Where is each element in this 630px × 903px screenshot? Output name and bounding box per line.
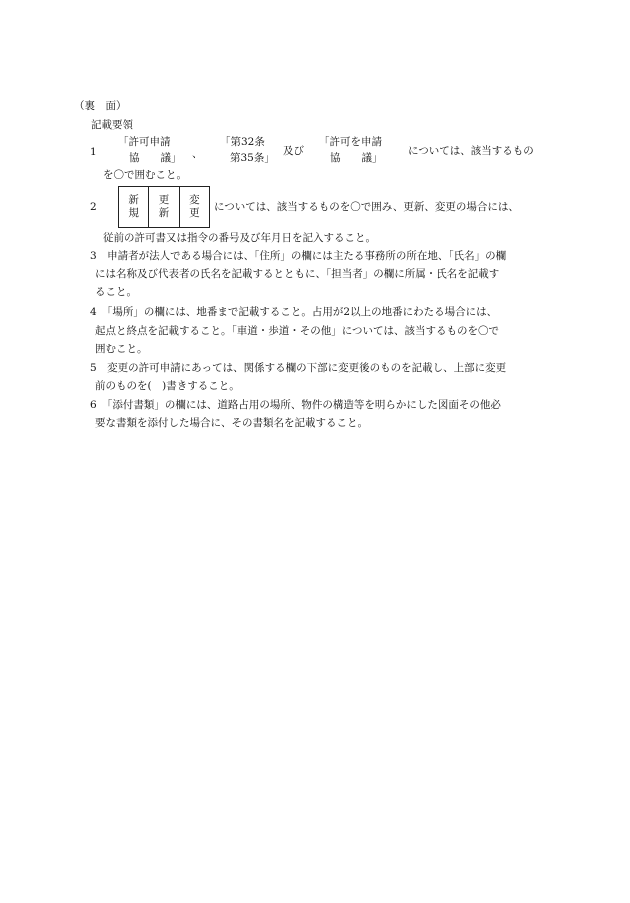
item-3-line-2: には名称及び代表者の氏名を記載するとともに、「担当者」の欄に所属・氏名を記載す [95, 268, 500, 280]
status-box-new [119, 187, 149, 227]
item-1-conj: 及び [283, 145, 304, 157]
bracket-article-top: 「第32条 [220, 136, 265, 148]
item-4-line-2: 起点と終点を記載すること。「車道・歩道・その他」については、該当するものを〇で [95, 325, 500, 337]
status-box-new-bottom: 規 [128, 207, 139, 219]
status-box-renewal [149, 187, 179, 227]
item-6-line-2: 要な書類を添付した場合に、その書類名を記載すること。 [95, 417, 368, 429]
item-1-continuation: を〇で囲むこと。 [103, 169, 187, 181]
bracket-request-bottom: 協 議」 [330, 152, 383, 164]
item-4-line-1: 4 「場所」の欄には、地番まで記載すること。占用が2以上の地番にわたる場合には、 [90, 306, 498, 318]
bracket-request-top: 「許可を申請 [319, 136, 382, 148]
item-1-tail: については、該当するもの [408, 145, 534, 157]
status-box-change-bottom: 更 [189, 207, 200, 219]
section-title: 記載要領 [91, 119, 133, 131]
item-2-tail: については、該当するものを〇で囲み、更新、変更の場合には、 [214, 201, 519, 213]
bracket-kyoka-shinsei-bottom: 協 議」 [129, 152, 182, 164]
item-4-line-3: 囲むこと。 [95, 343, 148, 355]
status-box-renewal-top: 更 [158, 193, 170, 206]
status-box-renewal-bottom: 新 [158, 207, 170, 219]
item-5-line-2: 前のものを( )書きすること。 [95, 380, 240, 392]
bracket-article-bottom: 第35条」 [230, 152, 275, 164]
status-box-change-top: 変 [189, 193, 200, 206]
status-box-new-top: 新 [128, 193, 139, 206]
item-3-line-1: 3 申請者が法人である場合には、「住所」の欄には主たる事務所の所在地、「氏名」の欄 [90, 250, 507, 262]
item-3-line-3: ること。 [95, 286, 137, 298]
item-1-number: 1 [90, 146, 97, 158]
item-1-comma: 、 [192, 148, 203, 160]
side-label: （裏 面） [74, 100, 127, 112]
item-2-number: 2 [90, 201, 97, 213]
item-6-line-1: 6 「添付書類」の欄には、道路占用の場所、物件の構造等を明らかにした図面その他必 [90, 399, 501, 411]
bracket-kyoka-shinsei-top: 「許可申請 [118, 136, 171, 148]
item-5-line-1: 5 変更の許可申請にあっては、関係する欄の下部に変更後のものを記載し、上部に変更 [90, 362, 507, 374]
status-box-group [118, 186, 210, 228]
status-box-change [180, 187, 209, 227]
item-2-continuation: 従前の許可書又は指令の番号及び年月日を記入すること。 [103, 232, 376, 244]
